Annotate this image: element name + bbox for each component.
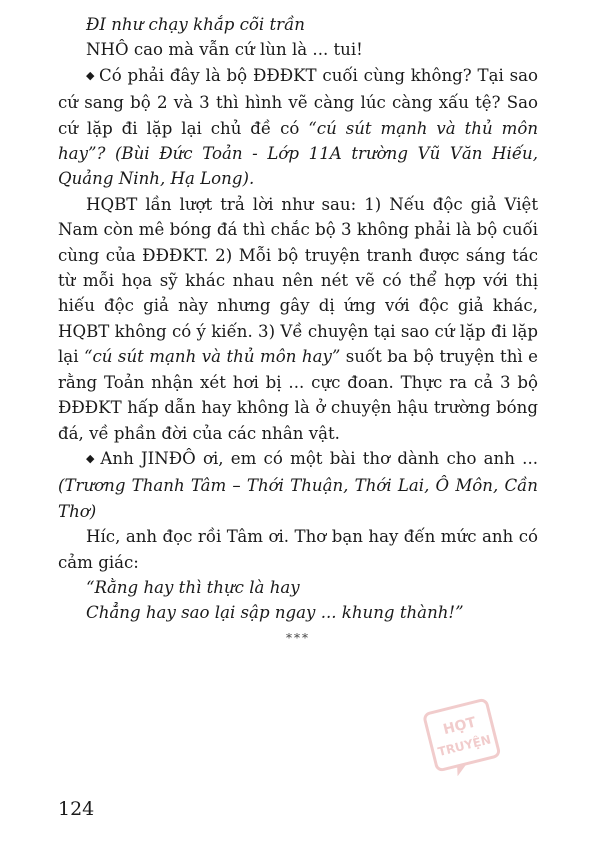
page-text — [58, 12, 538, 651]
answer-quote: “cú sút mạnh và thủ môn hay” — [83, 347, 341, 367]
poem-line-2 — [58, 600, 538, 625]
answer-text: suốt ba bộ truyện thì e rằng Toản nhận xét hơi bị ... cực đoan. Thực ra cả 3 bộ ĐĐĐKT hấp dẫn hay không là ở chuyện hậu trường bóng đá, về phần đời của các nhân vật. — [58, 347, 538, 443]
verse-line-1 — [58, 12, 538, 37]
question-quote: “cú sút mạnh và thủ môn hay”? (Bùi Đức Toản - Lớp 11A trường Vũ Văn Hiếu, Quảng Ninh, Hạ Long). — [58, 118, 539, 189]
answer-2: Híc, anh đọc rồi Tâm ơi. Thơ bạn hay đến mức anh có cảm giác: — [58, 527, 538, 572]
diamond-bullet-icon: ◆ — [86, 451, 97, 465]
question-source: (Trương Thanh Tâm – Thới Thuận, Thới Lai, Ô Môn, Cần Thơ) — [58, 476, 538, 521]
verse-text: ĐI như chạy khắp cõi trần — [86, 15, 305, 34]
question-text: Có phải đây là bộ ĐĐĐKT cuối cùng không? Tại sao cứ sang bộ 2 và 3 thì hình vẽ càng lúc càng xấu tệ? Sao cứ lặp đi lặp lại chủ đề có — [58, 65, 538, 138]
watermark-stamp-logo — [420, 696, 504, 776]
answer-1 — [58, 192, 538, 446]
question-1 — [58, 63, 538, 192]
question-text: Anh JINĐÔ ơi, em có một bài thơ dành cho anh ... — [100, 448, 538, 468]
poem-text: Chẳng hay sao lại sập ngay ... khung thành!” — [86, 603, 464, 623]
section-separator: *** — [286, 630, 310, 645]
poem-text: “Rằng hay thì thực là hay — [86, 577, 300, 597]
verse-line-2 — [58, 37, 538, 62]
poem-line-1 — [58, 575, 538, 600]
verse-text: NHÔ cao mà vẫn cứ lùn là ... tui! — [86, 40, 363, 60]
question-2 — [58, 446, 538, 524]
page-number: 124 — [58, 798, 95, 820]
stamp-text-bottom: TRUYỆN — [436, 732, 493, 760]
answer-text: HQBT lần lượt trả lời như sau: 1) Nếu độc giả Việt Nam còn mê bóng đá thì chắc bộ 3 không phải là bộ cuối cùng của ĐĐĐKT. 2) Mỗi bộ truyện tranh được sáng tác từ mỗi họa sỹ khác nhau nên nét vẽ có thể hợp với thị hiếu độc giả này nhưng gây dị ứng với độc giả khác, HQBT không có ý kiến. 3) Về chuyện tại sao cứ lặp đi lặp lại — [58, 194, 538, 367]
diamond-bullet-icon: ◆ — [86, 68, 95, 82]
stamp-text-top: HỌT — [441, 714, 478, 739]
